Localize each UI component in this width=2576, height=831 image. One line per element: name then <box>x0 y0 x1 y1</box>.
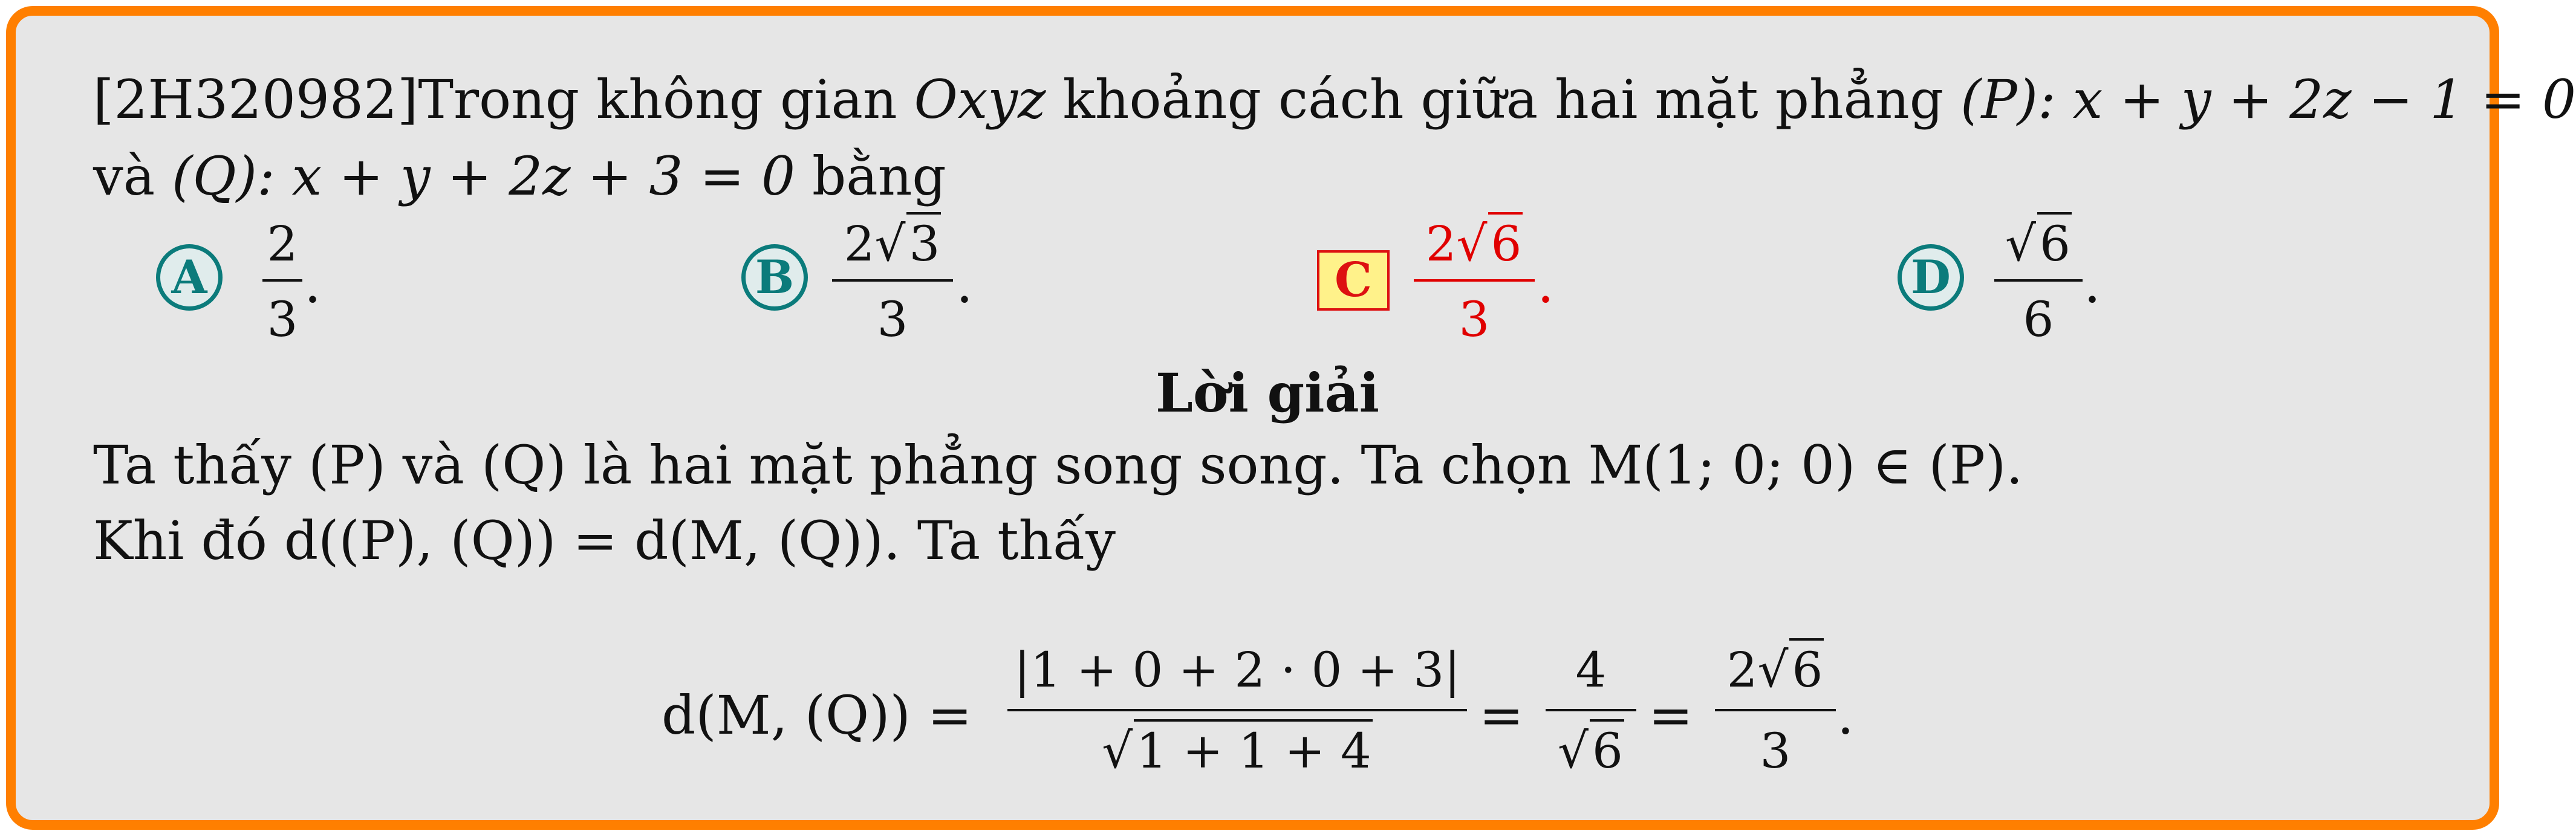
option-b-period: . <box>956 253 973 315</box>
formula-equals-2: = <box>1648 684 1693 746</box>
option-b-marker[interactable]: B <box>741 244 808 311</box>
solution-line-2: Khi đó d((P), (Q)) = d(M, (Q)). Ta thấy <box>93 509 1116 572</box>
formula-fraction-3 <box>1715 641 1836 792</box>
formula-period: . <box>1837 684 1854 746</box>
option-c-radicand: 6 <box>1488 212 1523 272</box>
solution-heading: Lời giải <box>1155 361 1380 424</box>
question-tail: bằng <box>795 145 946 207</box>
option-c-coefficient: 2 <box>1425 216 1457 272</box>
option-a-period: . <box>304 253 321 315</box>
option-b-radicand: 3 <box>906 212 941 272</box>
formula-lhs: d(M, (Q)) = <box>662 684 972 746</box>
option-b-denominator: 3 <box>877 291 908 348</box>
plane-p-equation: : x + y + 2z − 1 = 0 <box>2037 68 2576 131</box>
option-c-numerator <box>1414 216 1535 272</box>
formula-fraction-2 <box>1546 641 1636 792</box>
option-a-marker[interactable]: A <box>156 244 223 311</box>
formula-fraction-3-radicand: 6 <box>1789 638 1824 698</box>
question-text-2: khoảng cách giữa hai mặt phẳng <box>1046 68 1961 131</box>
sqrt-symbol: √ <box>1456 216 1488 272</box>
question-card <box>6 6 2576 830</box>
formula-fraction-2-radicand: 6 <box>1590 719 1624 779</box>
formula-fraction-2-denominator <box>1546 723 1636 779</box>
question-text-1: Trong không gian <box>418 68 914 131</box>
option-d-denominator: 6 <box>2023 291 2054 348</box>
question-id: [2H320982] <box>93 68 418 131</box>
formula-equals-1: = <box>1479 684 1524 746</box>
option-a-fraction-bar <box>262 279 302 282</box>
option-d-radicand: 6 <box>2037 212 2072 272</box>
option-b-value <box>832 216 953 348</box>
option-c-marker[interactable]: C <box>1317 250 1390 311</box>
solution-line-1: Ta thấy (P) và (Q) là hai mặt phẳng song song. Ta chọn M(1; 0; 0) ∈ (P). <box>93 434 2023 496</box>
formula-fraction-3-denominator: 3 <box>1760 723 1791 779</box>
formula-fraction-3-coefficient: 2 <box>1726 642 1758 698</box>
sqrt-symbol: √ <box>1757 642 1789 698</box>
formula-fraction-1-bar <box>1007 709 1467 711</box>
option-b-coefficient: 2 <box>844 216 875 272</box>
formula-fraction-2-bar <box>1546 709 1636 711</box>
option-c-period: . <box>1537 253 1554 315</box>
option-a-denominator: 3 <box>267 291 298 348</box>
plane-p-label: (P) <box>1960 68 2038 131</box>
plane-q-equation: : x + y + 2z + 3 = 0 <box>256 145 795 207</box>
formula-fraction-3-bar <box>1715 709 1836 711</box>
option-d-marker[interactable]: D <box>1898 244 1964 311</box>
question-and: và <box>93 145 172 207</box>
sqrt-symbol: √ <box>874 216 906 272</box>
option-d-period: . <box>2084 253 2101 315</box>
option-b-numerator <box>832 216 953 272</box>
option-a-value <box>262 216 302 348</box>
sqrt-symbol: √ <box>1558 723 1589 779</box>
formula-fraction-1-denominator <box>1007 723 1467 779</box>
formula-fraction-2-numerator: 4 <box>1575 642 1607 698</box>
option-a-numerator: 2 <box>267 216 298 272</box>
formula-fraction-3-numerator <box>1715 642 1836 698</box>
space-oxyz: Oxyz <box>914 68 1046 131</box>
formula-fraction-1-radicand: 1 + 1 + 4 <box>1134 719 1372 779</box>
option-d-value <box>1994 216 2083 348</box>
formula-fraction-1 <box>1007 641 1467 792</box>
option-b-fraction-bar <box>832 279 953 282</box>
option-c-denominator: 3 <box>1459 291 1490 348</box>
sqrt-symbol: √ <box>2005 216 2037 272</box>
formula-fraction-1-numerator: |1 + 0 + 2 · 0 + 3| <box>1013 642 1461 698</box>
plane-q-label: (Q) <box>172 145 257 207</box>
option-d-numerator <box>1994 216 2083 272</box>
question-line-1 <box>93 68 2576 131</box>
sqrt-symbol: √ <box>1102 723 1133 779</box>
option-c-fraction-bar <box>1414 279 1535 282</box>
option-d-fraction-bar <box>1994 279 2083 282</box>
question-line-2 <box>93 145 946 207</box>
option-c-value <box>1414 216 1535 348</box>
